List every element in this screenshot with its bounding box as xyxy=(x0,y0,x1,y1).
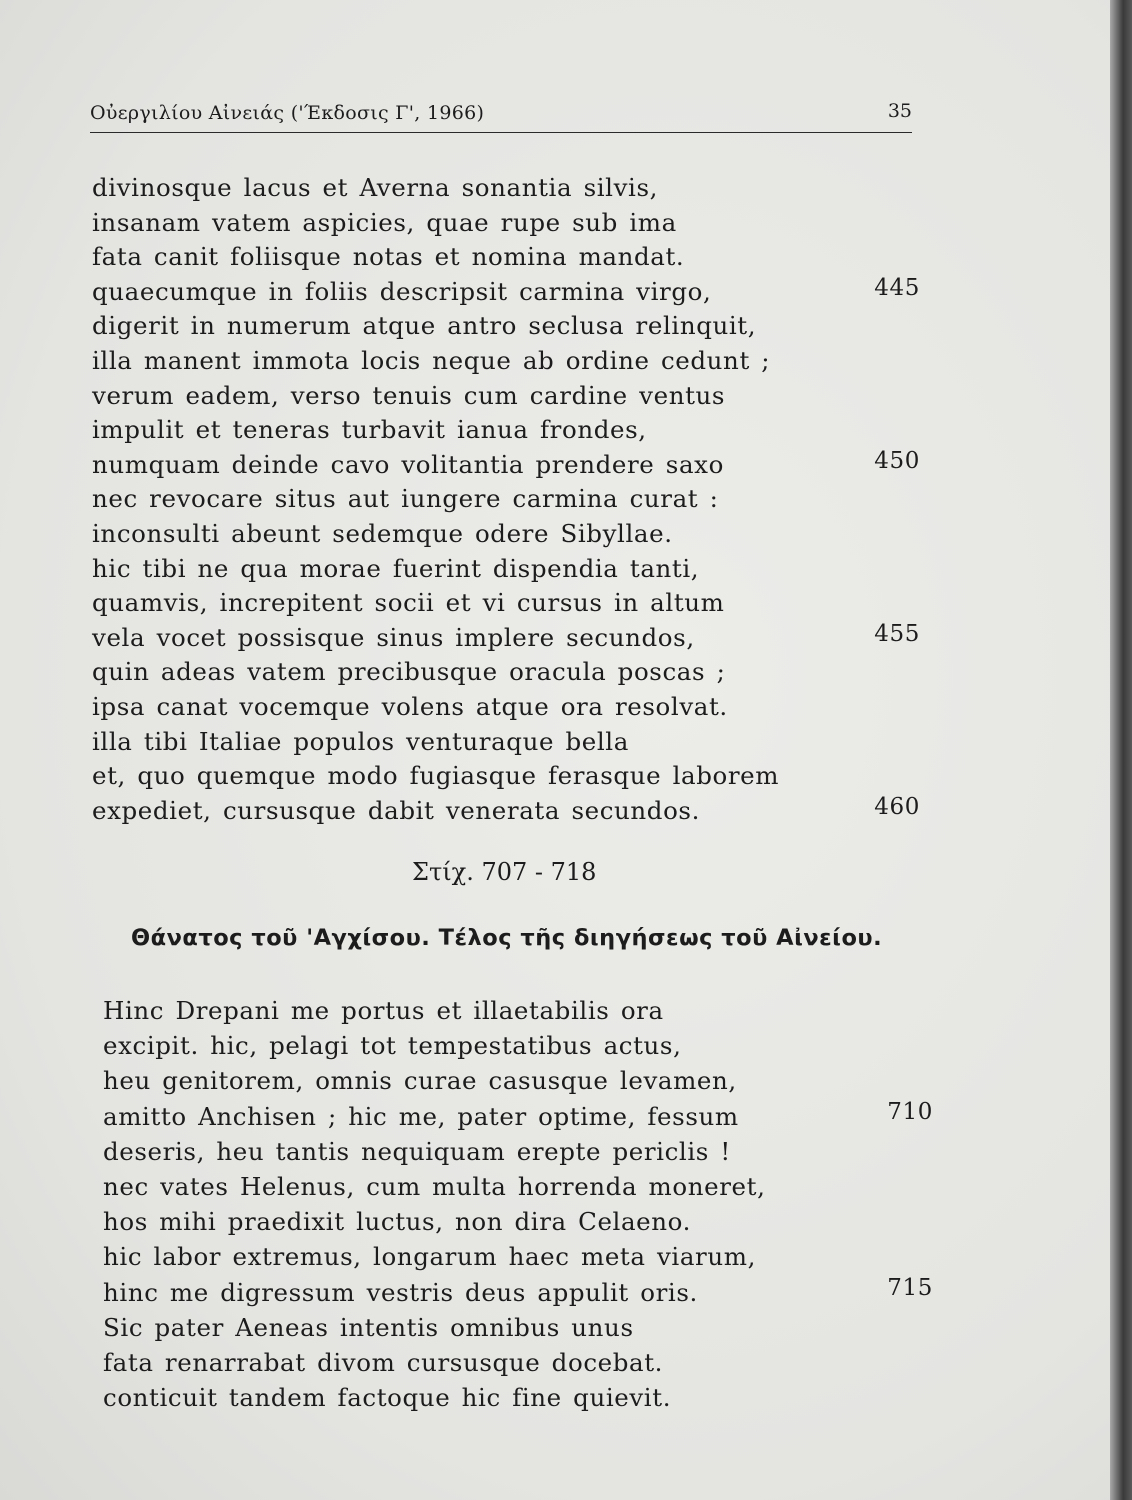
page-number: 35 xyxy=(887,100,912,122)
verse-line xyxy=(92,275,932,310)
verse-text: insanam vatem aspicies, quae rupe sub ima xyxy=(92,207,677,237)
verse-line xyxy=(103,1310,933,1345)
verse-line xyxy=(92,759,932,794)
verse-line xyxy=(92,586,932,621)
verse-line xyxy=(92,171,932,206)
verse-text: expediet, cursusque dabit venerata secundos. xyxy=(92,795,700,825)
verse-text: hinc me digressum vestris deus appulit oris. xyxy=(103,1277,698,1307)
line-number: 710 xyxy=(887,1098,933,1125)
verse-text: hic tibi ne qua morae fuerint dispendia tanti, xyxy=(92,553,700,583)
verse-text: et, quo quemque modo fugiasque ferasque laborem xyxy=(92,761,780,791)
verse-text: nec vates Helenus, cum multa horrenda moneret, xyxy=(103,1171,766,1201)
verse-line xyxy=(92,794,932,829)
verse-line xyxy=(92,552,932,587)
verse-text: hos mihi praedixit luctus, non dira Celaeno. xyxy=(103,1207,691,1237)
running-header xyxy=(90,96,912,133)
verse-line xyxy=(92,206,932,241)
verse-text: hic labor extremus, longarum haec meta viarum, xyxy=(103,1242,756,1272)
verse-line xyxy=(103,1063,933,1098)
verse-text: vela vocet possisque sinus implere secundos, xyxy=(92,622,695,652)
verse-line xyxy=(103,1275,933,1310)
verse-text: deseris, heu tantis nequiquam erepte periclis ! xyxy=(103,1136,731,1166)
verse-line xyxy=(92,725,932,760)
line-number: 455 xyxy=(874,620,920,647)
verse-text: excipit. hic, pelagi tot tempestatibus actus, xyxy=(103,1031,682,1061)
verse-text: Sic pater Aeneas intentis omnibus unus xyxy=(103,1312,634,1342)
verse-line xyxy=(92,379,932,414)
verse-line xyxy=(103,1380,933,1415)
verse-text: illa manent immota locis neque ab ordine cedunt ; xyxy=(92,345,771,375)
verse-line xyxy=(103,1239,933,1274)
verse-line xyxy=(92,448,932,483)
verse-text: divinosque lacus et Averna sonantia silvis, xyxy=(92,173,659,202)
verse-text: heu genitorem, omnis curae casusque levamen, xyxy=(103,1066,737,1096)
line-number: 460 xyxy=(874,793,920,820)
verse-text: inconsulti abeunt sedemque odere Sibyllae. xyxy=(92,518,673,548)
verse-text: quaecumque in foliis descripsit carmina virgo, xyxy=(92,276,712,306)
line-number: 450 xyxy=(874,447,920,474)
verse-text: impulit et teneras turbavit ianua frondes, xyxy=(92,415,647,445)
verse-text: conticuit tandem factoque hic fine quievit. xyxy=(103,1383,672,1413)
verse-text: nec revocare situs aut iungere carmina curat : xyxy=(92,484,719,514)
verse-line xyxy=(92,344,932,379)
verse-line xyxy=(92,655,932,690)
verse-text: ipsa canat vocemque volens atque ora resolvat. xyxy=(92,691,728,721)
verse-passage-1 xyxy=(92,171,932,828)
verse-text: illa tibi Italiae populos venturaque bella xyxy=(92,726,629,756)
verse-text: Hinc Drepani me portus et illaetabilis ora xyxy=(103,996,664,1025)
verse-line xyxy=(92,309,932,344)
verse-line xyxy=(92,240,932,275)
verse-text: fata canit foliisque notas et nomina mandat. xyxy=(92,242,685,272)
verse-line xyxy=(103,1169,933,1204)
verse-text: quin adeas vatem precibusque oracula poscas ; xyxy=(92,657,726,687)
verse-line xyxy=(103,1345,933,1380)
verse-line xyxy=(92,517,932,552)
verse-line xyxy=(103,1134,933,1169)
verse-line xyxy=(103,1028,933,1063)
header-title: Οὐεργιλίου Αἰνειάς ('Έκδοσις Γ', 1966) xyxy=(90,102,485,124)
verse-line xyxy=(92,690,932,725)
book-binding-edge xyxy=(1110,0,1132,1500)
line-number: 715 xyxy=(887,1274,933,1301)
verse-line xyxy=(92,482,932,517)
line-number: 445 xyxy=(874,274,920,301)
verse-text: amitto Anchisen ; hic me, pater optime, fessum xyxy=(103,1101,739,1131)
verse-line xyxy=(103,993,933,1028)
verse-line xyxy=(92,621,932,656)
verse-line xyxy=(103,1099,933,1134)
verse-text: verum eadem, verso tenuis cum cardine ventus xyxy=(92,380,726,410)
section-heading: Θάνατος τοῦ 'Αγχίσου. Τέλος τῆς διηγήσεως τοῦ Αἰνείου. xyxy=(131,925,883,951)
verse-text: fata renarrabat divom cursusque docebat. xyxy=(103,1347,664,1377)
verse-passage-2 xyxy=(103,993,933,1415)
section-reference: Στίχ. 707 - 718 xyxy=(412,858,597,886)
verse-line xyxy=(92,413,932,448)
verse-line xyxy=(103,1204,933,1239)
verse-text: digerit in numerum atque antro seclusa relinquit, xyxy=(92,311,757,341)
verse-text: numquam deinde cavo volitantia prendere saxo xyxy=(92,449,724,479)
verse-text: quamvis, increpitent socii et vi cursus in altum xyxy=(92,588,725,618)
